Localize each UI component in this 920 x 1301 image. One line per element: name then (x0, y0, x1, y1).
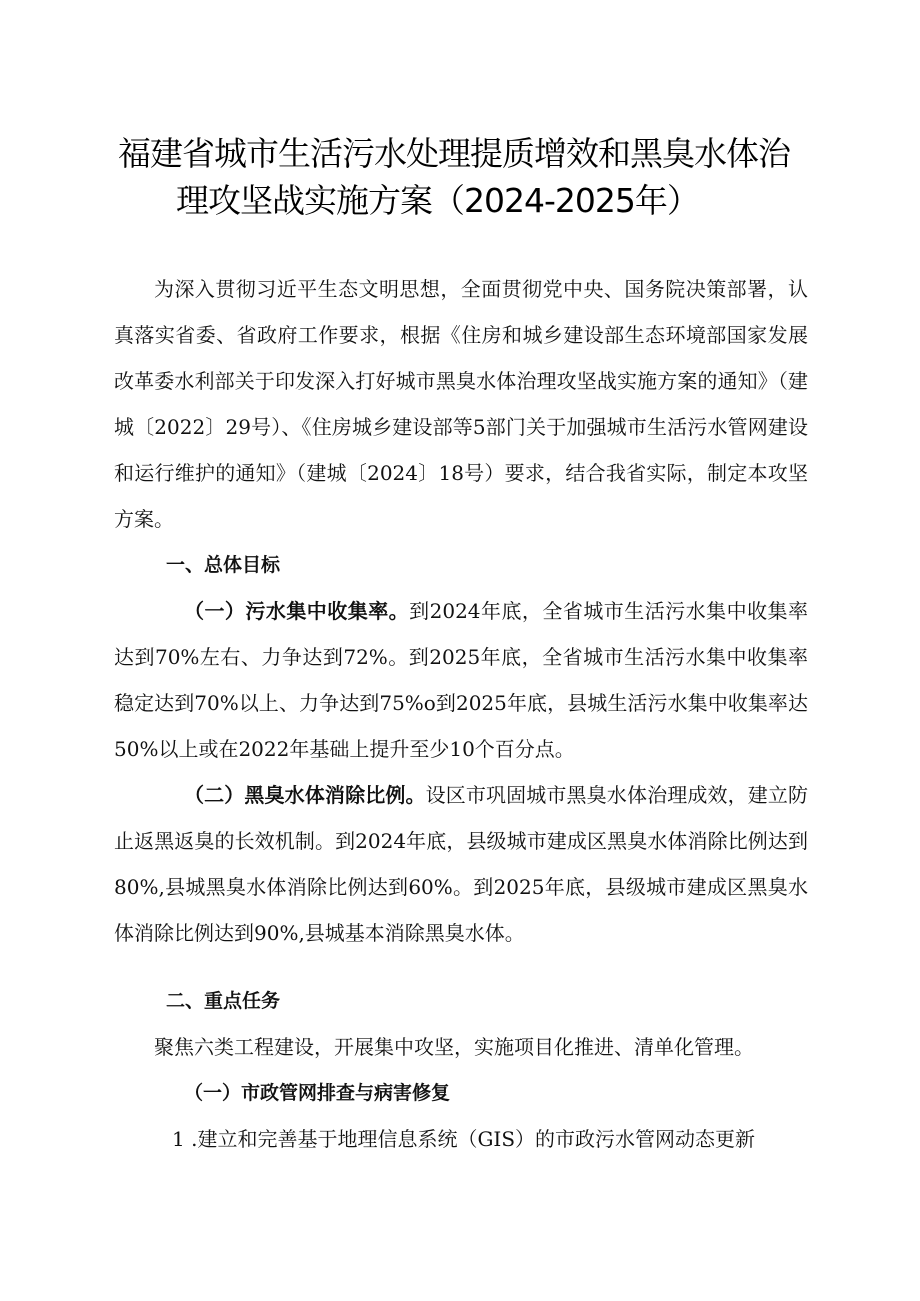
goal-black-odorous-water-paragraph (114, 772, 808, 956)
subsection-heading-pipe-network: （一）市政管网排查与病害修复 (184, 1082, 451, 1104)
document-body (114, 266, 808, 1162)
goal-sewage-collection-paragraph (114, 588, 808, 772)
title-line-1: 福建省城市生活污水处理提质增效和黑臭水体治 (118, 134, 790, 173)
key-tasks-lead-paragraph: 聚焦六类工程建设，开展集中攻坚，实施项目化推进、清单化管理。 (154, 1035, 754, 1059)
intro-paragraph: 为深入贯彻习近平生态文明思想，全面贯彻党中央、国务院决策部署，认真落实省委、省政府工作要求，根据《住房和城乡建设部生态环境部国家发展改革委水利部关于印发深入打好城市黑臭水体治理攻坚战实施方案的通知》（建城〔2022〕29号）、《住房城乡建设部等5部门关于加强城市生活污水管网建设和运行维护的通知》（建城〔2024〕18号）要求，结合我省实际，制定本攻坚方案。 (114, 277, 808, 531)
goal-sewage-collection-label: （一）污水集中收集率。 (184, 599, 410, 623)
section-heading-overall-goals: 一、总体目标 (166, 554, 281, 576)
section-heading-key-tasks: 二、重点任务 (166, 990, 281, 1012)
goal-black-odorous-water-label: （二）黑臭水体消除比例。 (184, 783, 426, 807)
goal-black-odorous-water-text: 设区市巩固城市黑臭水体治理成效，建立防止返黑返臭的长效机制。到2024年底，县级城市建成区黑臭水体消除比例达到80%,县城黑臭水体消除比例达到60%。到2025年底，县级城市建成区黑臭水体消除比例达到90%,县城基本消除黑臭水体。 (114, 783, 809, 945)
task-item-1: 1 .建立和完善基于地理信息系统（GIS）的市政污水管网动态更新 (172, 1127, 756, 1151)
document-title (118, 130, 818, 224)
goal-sewage-collection-text: 到2024年底，全省城市生活污水集中收集率达到70%左右、力争达到72%。到2025年底，全省城市生活污水集中收集率稳定达到70%以上、力争达到75%o到2025年底，县城生活污水集中收集率达50%以上或在2022年基础上提升至少10个百分点。 (114, 599, 809, 761)
title-line-2: 理攻坚战实施方案（2024-2025年） (176, 181, 699, 220)
